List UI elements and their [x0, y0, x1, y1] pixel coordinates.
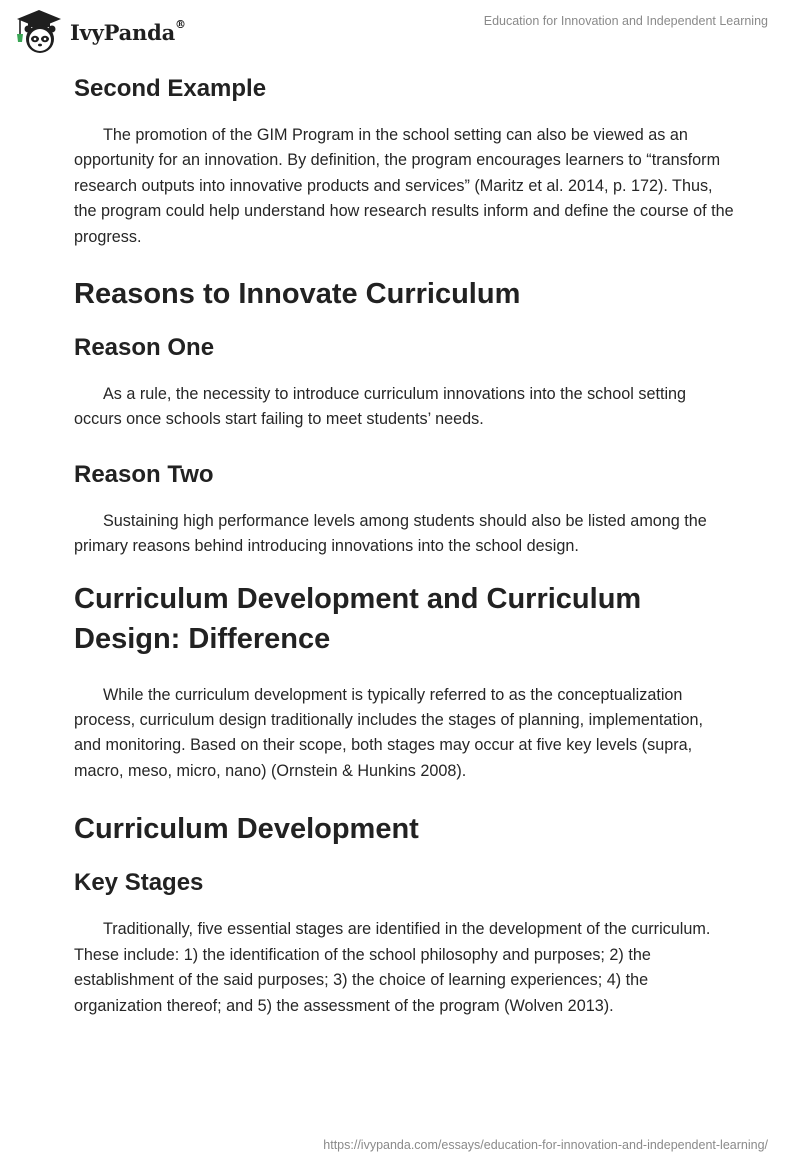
paragraph-development-vs-design: While the curriculum development is typically referred to as the conceptualization process, curriculum design traditionally includes the stages of planning, implementation, and monitoring. Based on their scope, both stages may occur at five key levels (supra, macro, meso, micro, nano) (Ornstein & Hunkins 2008). — [74, 685, 703, 780]
paragraph-reason-one: As a rule, the necessity to introduce curriculum innovations into the school setting occurs once schools start failing to meet students’ needs. — [74, 385, 687, 429]
paragraph-reason-two: Sustaining high performance levels among students should also be listed among the primary reasons behind introducing innovations into the school design. — [74, 511, 707, 556]
heading-reasons-to-innovate: Reasons to Innovate Curriculum — [74, 278, 521, 311]
heading-development-vs-design: Curriculum Development and Curriculum Design: Difference — [74, 582, 642, 655]
page-header — [0, 0, 800, 60]
paragraph-key-stages: Traditionally, five essential stages are identified in the development of the curriculum. These include: 1) the identification of the school philosophy and purposes; 2) the establishment of the said purposes; 3) the choice of learning experiences; 4) the organization thereof; and 5) the assessment of the program (Wolven 2013). — [74, 920, 711, 1015]
article-body — [74, 70, 734, 1019]
document-title: Education for Innovation and Independent Learning — [483, 14, 768, 28]
paragraph-second-example: The promotion of the GIM Program in the school setting can also be viewed as an opportunity for an innovation. By definition, the program encourages learners to “transform research outputs into innovative products and services” (Maritz et al. 2014, p. 172). Thus, the program could help understand how research results inform and define the course of the progress. — [74, 126, 734, 246]
footer-url[interactable]: https://ivypanda.com/essays/education-for-innovation-and-independent-learning/ — [323, 1138, 768, 1152]
logo-text: IvyPanda® — [70, 17, 186, 45]
panda-graduate-icon — [14, 8, 64, 56]
heading-curriculum-development: Curriculum Development — [74, 813, 419, 846]
heading-second-example: Second Example — [74, 75, 267, 102]
heading-reason-two: Reason Two — [74, 460, 214, 488]
ivypanda-logo[interactable] — [14, 8, 186, 56]
heading-key-stages: Key Stages — [74, 869, 204, 897]
heading-reason-one: Reason One — [74, 334, 215, 362]
